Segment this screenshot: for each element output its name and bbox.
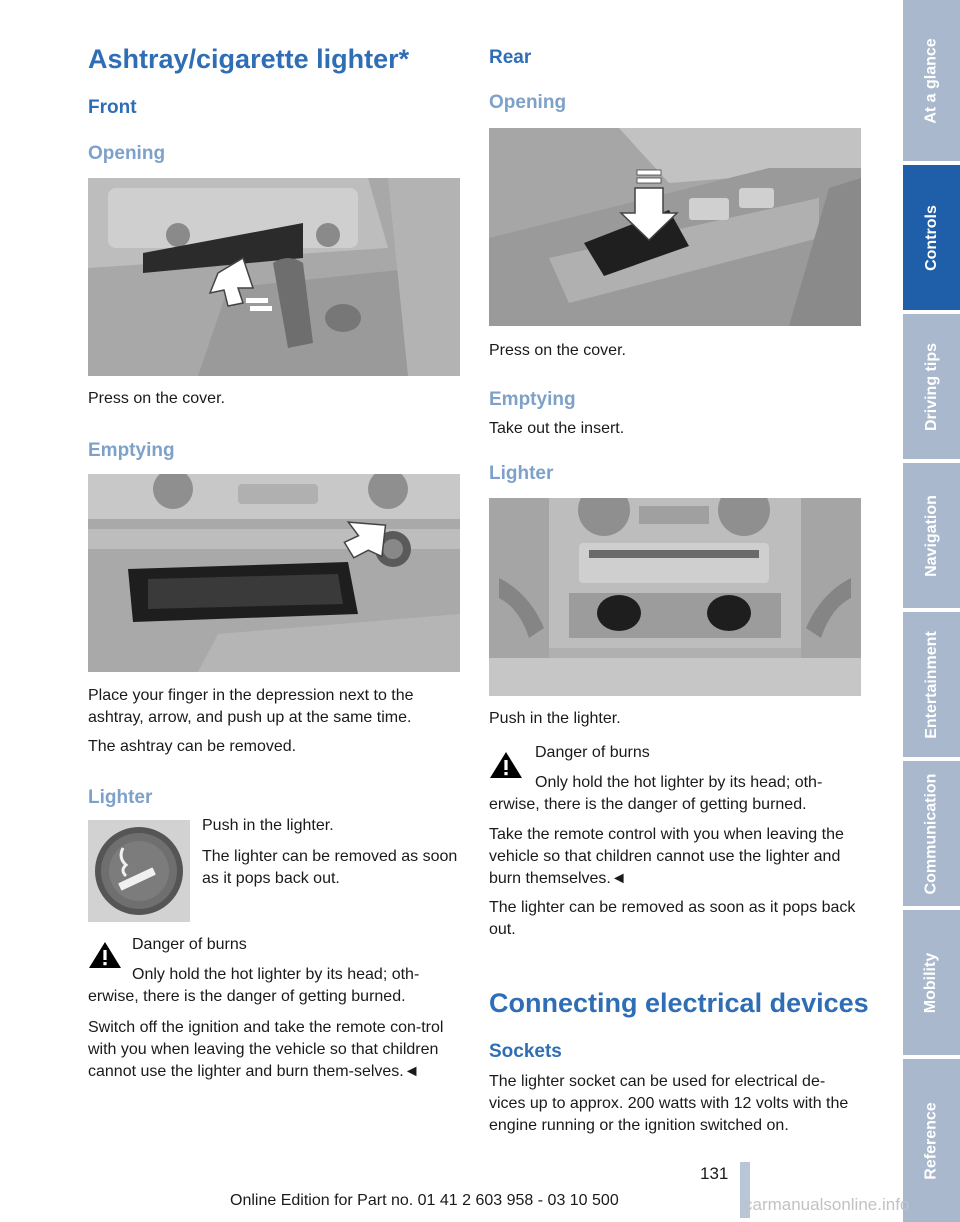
rear-lighter-removed-text: The lighter can be removed as soon as it pops back out.	[489, 899, 856, 938]
rear-heading: Rear	[489, 47, 532, 68]
front-emptying-text: Place your finger in the depression next to the ashtray, arrow, and push up at the same time.	[88, 687, 414, 726]
warning-icon	[88, 940, 122, 970]
tab-communication[interactable]: Communication	[903, 761, 960, 906]
watermark: carmanualsonline.info	[744, 1195, 910, 1214]
right-warning-text2: Take the remote control with you when leaving the vehicle so that children cannot use the lighter and burn themselves.◄	[489, 826, 844, 887]
tab-controls[interactable]: Controls	[903, 165, 960, 310]
front-opening-text: Press on the cover.	[88, 390, 225, 407]
page-title: Ashtray/cigarette lighter*	[88, 44, 410, 74]
left-warning-title: Danger of burns	[132, 936, 247, 953]
connecting-devices-heading: Connecting electrical devices	[489, 988, 869, 1018]
rear-emptying-text: Take out the insert.	[489, 420, 625, 437]
rear-opening-text: Press on the cover.	[489, 342, 626, 359]
front-opening-photo	[88, 178, 460, 376]
warning-icon	[489, 750, 523, 780]
tab-mobility[interactable]: Mobility	[903, 910, 960, 1055]
tab-at-a-glance[interactable]: At a glance	[903, 0, 960, 161]
rear-lighter-push-text: Push in the lighter.	[489, 710, 621, 727]
page-number: 131	[700, 1164, 729, 1183]
tab-navigation[interactable]: Navigation	[903, 463, 960, 608]
ashtray-removed-text: The ashtray can be removed.	[88, 738, 297, 755]
left-warning-text2: Switch off the ignition and take the remote con-trol with you when leaving the vehicle so that children cannot use the lighter and burn them-selves.◄	[88, 1019, 444, 1080]
edition-footer: Online Edition for Part no. 01 41 2 603 958 - 03 10 500	[230, 1192, 619, 1209]
tab-driving-tips[interactable]: Driving tips	[903, 314, 960, 459]
front-emptying-photo	[88, 474, 460, 672]
sockets-heading: Sockets	[489, 1041, 562, 1062]
lighter-push-text: Push in the lighter.	[202, 817, 334, 834]
front-lighter-heading: Lighter	[88, 787, 153, 808]
tab-entertainment[interactable]: Entertainment	[903, 612, 960, 757]
rear-opening-heading: Opening	[489, 92, 567, 113]
sockets-text: The lighter socket can be used for electrical de-vices up to approx. 200 watts with 12 volts with the engine running or the ignition switched on.	[489, 1073, 849, 1134]
rear-emptying-heading: Emptying	[489, 389, 576, 410]
rear-lighter-photo	[489, 498, 861, 696]
lighter-removed-text: The lighter can be removed as soon as it pops back out.	[202, 848, 458, 887]
front-opening-heading: Opening	[88, 143, 166, 164]
lighter-photo	[88, 820, 190, 922]
rear-lighter-heading: Lighter	[489, 463, 554, 484]
left-warning-rest: erwise, there is the danger of getting burned.	[88, 988, 406, 1005]
right-warning-rest: erwise, there is the danger of getting burned.	[489, 796, 807, 813]
tab-reference[interactable]: Reference	[903, 1059, 960, 1222]
left-warning-line1: Only hold the hot lighter by its head; oth-	[132, 966, 420, 983]
front-heading: Front	[88, 97, 137, 118]
rear-opening-photo	[489, 128, 861, 326]
right-warning-line1: Only hold the hot lighter by its head; oth-	[535, 774, 823, 791]
front-emptying-heading: Emptying	[88, 440, 175, 461]
chapter-sidebar	[903, 0, 960, 1222]
right-warning-title: Danger of burns	[535, 744, 650, 761]
